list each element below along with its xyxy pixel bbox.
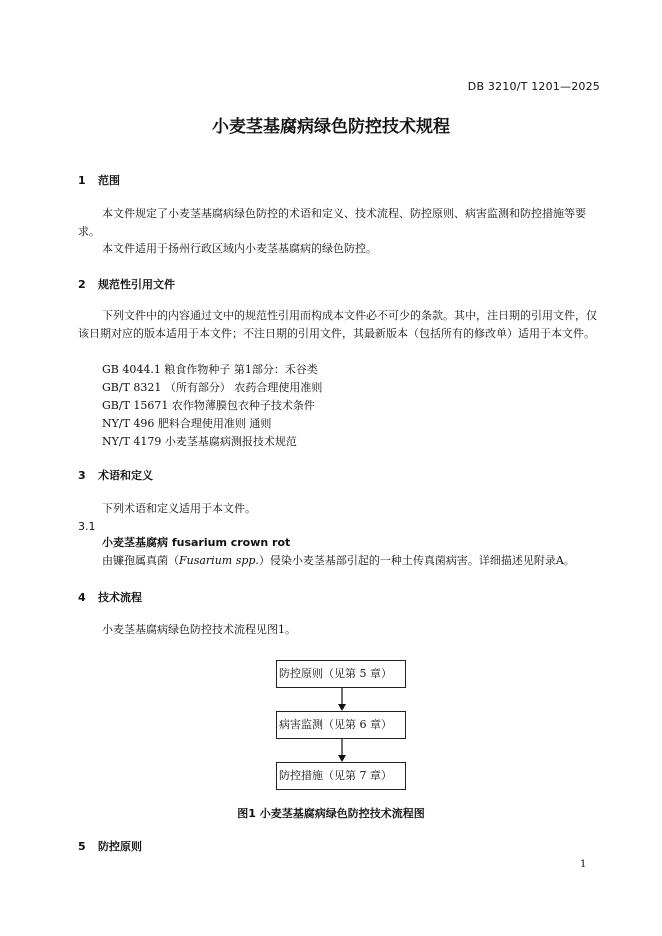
section-number: 3 [78, 469, 86, 482]
section-title: 技术流程 [98, 591, 142, 604]
flow-step-control-measures: 防控措施（见第 7 章） [276, 762, 406, 790]
section-title: 防控原则 [98, 840, 142, 853]
page-number: 1 [580, 859, 587, 870]
reference-item: GB/T 8321 （所有部分） 农药合理使用准则 [102, 381, 323, 394]
section-4-heading [78, 589, 142, 605]
paragraph: 本文件规定了小麦茎基腐病绿色防控的术语和定义、技术流程、防控原则、病害监测和防控措施等要求。 [78, 207, 586, 238]
document-title: 小麦茎基腐病绿色防控技术规程 [212, 117, 450, 137]
section-title: 规范性引用文件 [98, 278, 175, 291]
term-number: 3.1 [78, 520, 96, 533]
definition-text: ）侵染小麦茎基部引起的一种土传真菌病害。详细描述见附录A。 [258, 554, 575, 567]
paragraph: 本文件适用于扬州行政区域内小麦茎基腐病的绿色防控。 [102, 242, 377, 255]
figure-caption: 图1 小麦茎基腐病绿色防控技术流程图 [237, 807, 425, 820]
flow-arrow-icon [336, 739, 348, 763]
reference-item: NY/T 496 肥料合理使用准则 通则 [102, 417, 272, 430]
term-name: 小麦茎基腐病 fusarium crown rot [102, 536, 291, 549]
section-number: 5 [78, 840, 86, 853]
reference-item: GB 4044.1 粮食作物种子 第1部分：禾谷类 [102, 363, 318, 376]
section-3-heading [78, 467, 153, 483]
reference-item: NY/T 4179 小麦茎基腐病测报技术规范 [102, 435, 297, 448]
section-title: 术语和定义 [98, 469, 153, 482]
term-definition [102, 552, 575, 570]
reference-item: GB/T 15671 农作物薄膜包衣种子技术条件 [102, 399, 315, 412]
definition-italic-text: Fusarium spp. [179, 554, 259, 567]
section-number: 2 [78, 278, 86, 291]
section-2-heading [78, 276, 175, 292]
flow-arrow-icon [336, 688, 348, 712]
paragraph: 下列文件中的内容通过文中的规范性引用而构成本文件必不可少的条款。其中，注日期的引用文件，仅该日期对应的版本适用于本文件；不注日期的引用文件，其最新版本（包括所有的修改单）适用于本文件。 [78, 309, 597, 340]
paragraph: 小麦茎基腐病绿色防控技术流程见图1。 [102, 623, 296, 636]
flow-step-disease-monitoring: 病害监测（见第 6 章） [276, 711, 406, 739]
section-5-heading [78, 838, 142, 854]
section-number: 1 [78, 174, 86, 187]
section-title: 范围 [98, 174, 120, 187]
section-1-heading [78, 172, 120, 188]
definition-text: 由镰孢属真菌（ [102, 554, 179, 567]
document-number: DB 3210/T 1201—2025 [467, 80, 600, 93]
flow-step-prevention-principles: 防控原则（见第 5 章） [276, 660, 406, 688]
paragraph: 下列术语和定义适用于本文件。 [102, 502, 256, 515]
section-number: 4 [78, 591, 86, 604]
